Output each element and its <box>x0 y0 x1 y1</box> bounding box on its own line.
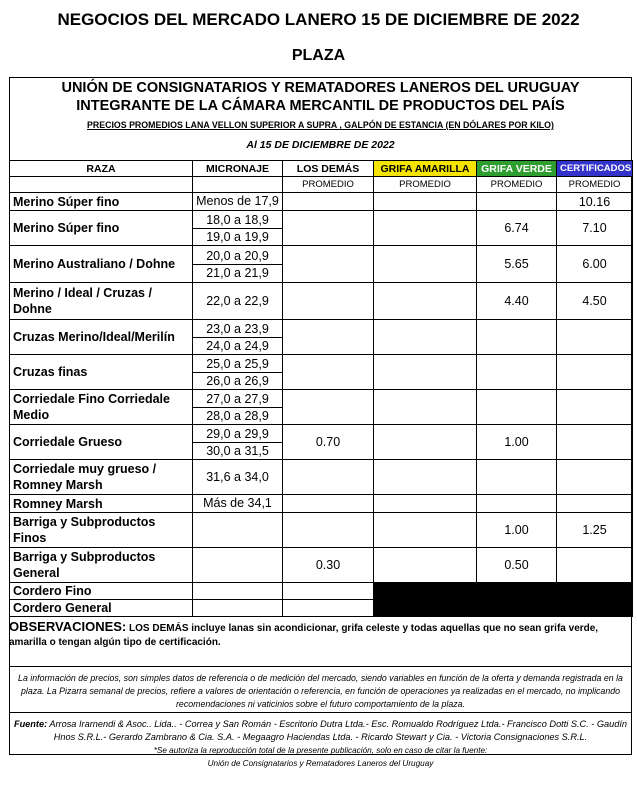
report-title: NEGOCIOS DEL MERCADO LANERO 15 DE DICIEMBRE DE 2022 <box>57 10 580 29</box>
cell-grifa-verde <box>477 390 557 425</box>
cell-certificados: 10.16 <box>557 193 633 211</box>
table-row <box>10 390 633 425</box>
cell-raza: Cruzas Merino/Ideal/Merilín <box>10 320 193 355</box>
table-row <box>10 583 633 600</box>
cell-raza: Merino / Ideal / Cruzas / Dohne <box>10 283 193 320</box>
micronaje-range: 22,0 a 22,9 <box>206 294 269 308</box>
cell-raza: Corriedale Fino Corriedale Medio <box>10 390 193 425</box>
reproduction-source: Unión de Consignatarios y Rematadores Laneros del Uruguay <box>207 759 434 768</box>
subheader-promedio: PROMEDIO <box>283 177 374 193</box>
cell-micronaje <box>193 600 283 617</box>
cell-grifa-amarilla <box>374 283 477 320</box>
micronaje-range <box>193 513 282 547</box>
reproduction-note: *Se autoriza la reproducción total de la presente publicación, solo en caso de citar la fuente: <box>153 746 488 755</box>
cell-grifa-amarilla <box>374 390 477 425</box>
cell-micronaje <box>193 425 283 460</box>
micronaje-range: 23,0 a 23,9 <box>193 321 282 338</box>
micronaje-range: Menos de 17,9 <box>196 194 279 208</box>
cell-los-demas <box>283 390 374 425</box>
cell-los-demas <box>283 283 374 320</box>
cell-grifa-verde: 1.00 <box>477 425 557 460</box>
report-subtitle: PLAZA <box>291 47 346 64</box>
cell-grifa-amarilla <box>374 320 477 355</box>
org-name: UNIÓN DE CONSIGNATARIOS Y REMATADORES LANEROS DEL URUGUAY <box>61 80 580 96</box>
cell-grifa-verde <box>477 495 557 513</box>
cell-micronaje <box>193 548 283 583</box>
price-description: PRECIOS PROMEDIOS LANA VELLON SUPERIOR A SUPRA , GALPÓN DE ESTANCIA (EN DÓLARES POR KILO) <box>87 120 554 130</box>
cell-los-demas <box>283 583 374 600</box>
cell-micronaje <box>193 513 283 548</box>
table-row <box>10 355 633 390</box>
cell-certificados <box>557 583 633 600</box>
cell-grifa-amarilla <box>374 246 477 283</box>
micronaje-range: 18,0 a 18,9 <box>193 212 282 229</box>
micronaje-range: 31,6 a 34,0 <box>206 470 269 484</box>
cell-raza: Merino Súper fino <box>10 193 193 211</box>
cell-raza: Romney Marsh <box>10 495 193 513</box>
cell-raza: Merino Súper fino <box>10 211 193 246</box>
micronaje-range: 29,0 a 29,9 <box>193 426 282 443</box>
cell-micronaje <box>193 283 283 320</box>
micronaje-range: 26,0 a 26,9 <box>206 373 269 388</box>
cell-micronaje <box>193 246 283 283</box>
micronaje-range: 25,0 a 25,9 <box>193 356 282 373</box>
cell-los-demas <box>283 211 374 246</box>
micronaje-range: 27,0 a 27,9 <box>193 391 282 408</box>
sources-text: Arrosa Irarnendi & Asoc.. Lida.. - Correa y San Román - Escritorio Dutra Ltda.- Esc. Romualdo Rodríguez Ltda.- Francisco Dotti S.C. - Gaudín Hnos S.R.L.- Gerardo Zambrano & Cia. S.A. - Megaagro Haciendas Ltda. - Ricardo Stewart y Cia. - Victoria Consignaciones S.R.L. <box>49 719 628 742</box>
disclaimer-text: La información de precios, son simples datos de referencia o de medición del mercado, siendo variables en función de la oferta y demanda registrada en la plaza. La Pizarra semanal de precios, refiere a valores de orientación o referencia, en función de operaciones ya realizadas en el mercado, no implicando recomendaciones ni vaticinios sobre el futuro comportamiento de la plaza. <box>9 666 632 711</box>
cell-grifa-verde <box>477 320 557 355</box>
cell-los-demas <box>283 246 374 283</box>
sources <box>9 712 632 770</box>
cell-certificados: 6.00 <box>557 246 633 283</box>
org-affiliation: INTEGRANTE DE LA CÁMARA MERCANTIL DE PRODUCTOS DEL PAÍS <box>76 98 565 114</box>
cell-grifa-verde: 6.74 <box>477 211 557 246</box>
cell-raza: Cruzas finas <box>10 355 193 390</box>
subheader-empty <box>193 177 283 193</box>
cell-los-demas <box>283 355 374 390</box>
cell-micronaje <box>193 320 283 355</box>
sources-label: Fuente: <box>13 719 48 729</box>
cell-micronaje <box>193 583 283 600</box>
cell-grifa-amarilla <box>374 193 477 211</box>
cell-certificados <box>557 390 633 425</box>
cell-los-demas: 0.30 <box>283 548 374 583</box>
table-row <box>10 513 633 548</box>
micronaje-range <box>193 548 282 582</box>
cell-grifa-verde <box>477 600 557 617</box>
cell-certificados <box>557 495 633 513</box>
cell-certificados: 7.10 <box>557 211 633 246</box>
micronaje-range: 28,0 a 28,9 <box>206 408 269 423</box>
cell-grifa-amarilla <box>374 425 477 460</box>
cell-los-demas <box>283 513 374 548</box>
table-row <box>10 320 633 355</box>
cell-los-demas: 0.70 <box>283 425 374 460</box>
table-row <box>10 460 633 495</box>
table-row <box>10 495 633 513</box>
cell-micronaje <box>193 390 283 425</box>
cell-raza: Corriedale muy grueso / Romney Marsh <box>10 460 193 495</box>
cell-certificados <box>557 425 633 460</box>
micronaje-range: 30,0 a 31,5 <box>206 443 269 458</box>
header-raza: RAZA <box>10 161 193 177</box>
header-micronaje: MICRONAJE <box>193 161 283 177</box>
table-row <box>10 246 633 283</box>
cell-grifa-amarilla <box>374 460 477 495</box>
price-table <box>9 160 633 617</box>
cell-micronaje <box>193 211 283 246</box>
micronaje-range: 20,0 a 20,9 <box>193 248 282 265</box>
table-row <box>10 211 633 246</box>
table-row <box>10 600 633 617</box>
cell-grifa-amarilla <box>374 355 477 390</box>
cell-certificados <box>557 320 633 355</box>
cell-certificados <box>557 460 633 495</box>
micronaje-range <box>193 600 282 616</box>
cell-certificados: 1.25 <box>557 513 633 548</box>
observations-label: OBSERVACIONES: <box>9 619 127 634</box>
cell-raza: Cordero General <box>10 600 193 617</box>
cell-grifa-verde <box>477 193 557 211</box>
cell-grifa-verde <box>477 355 557 390</box>
cell-grifa-amarilla <box>374 548 477 583</box>
micronaje-range: 21,0 a 21,9 <box>206 265 269 280</box>
cell-grifa-verde: 0.50 <box>477 548 557 583</box>
cell-los-demas <box>283 600 374 617</box>
table-row <box>10 193 633 211</box>
table-header-row <box>10 161 633 177</box>
micronaje-range: 19,0 a 19,9 <box>206 229 269 244</box>
micronaje-range: 24,0 a 24,9 <box>206 338 269 353</box>
micronaje-range: Más de 34,1 <box>203 496 272 510</box>
cell-grifa-verde <box>477 460 557 495</box>
cell-raza: Cordero Fino <box>10 583 193 600</box>
cell-los-demas <box>283 320 374 355</box>
cell-los-demas <box>283 495 374 513</box>
subheader-promedio: PROMEDIO <box>477 177 557 193</box>
table-row <box>10 283 633 320</box>
cell-raza: Merino Australiano / Dohne <box>10 246 193 283</box>
micronaje-range <box>193 584 282 599</box>
report-date: Al 15 DE DICIEMBRE DE 2022 <box>246 139 395 151</box>
cell-grifa-verde: 1.00 <box>477 513 557 548</box>
cell-grifa-verde <box>477 583 557 600</box>
subheader-promedio: PROMEDIO <box>374 177 477 193</box>
cell-micronaje <box>193 355 283 390</box>
cell-grifa-amarilla <box>374 211 477 246</box>
cell-raza: Barriga y Subproductos General <box>10 548 193 583</box>
cell-micronaje <box>193 495 283 513</box>
cell-certificados <box>557 600 633 617</box>
cell-raza: Barriga y Subproductos Finos <box>10 513 193 548</box>
cell-grifa-amarilla <box>374 513 477 548</box>
cell-micronaje <box>193 460 283 495</box>
cell-certificados <box>557 548 633 583</box>
header-certificados: CERTIFICADOS <box>557 161 633 177</box>
cell-grifa-amarilla <box>374 583 477 600</box>
cell-grifa-amarilla <box>374 495 477 513</box>
observations <box>9 620 624 650</box>
cell-micronaje <box>193 193 283 211</box>
header-los-demas: LOS DEMÁS <box>283 161 374 177</box>
table-row <box>10 548 633 583</box>
cell-grifa-verde: 5.65 <box>477 246 557 283</box>
cell-los-demas <box>283 460 374 495</box>
cell-raza: Corriedale Grueso <box>10 425 193 460</box>
header-grifa-verde: GRIFA VERDE <box>477 161 557 177</box>
observations-text: LOS DEMÁS incluye lanas sin acondicionar, grifa celeste y todas aquellas que no sean grifa verde, amarilla o tengan algún tipo de certificación. <box>9 623 599 648</box>
table-row <box>10 425 633 460</box>
cell-los-demas <box>283 193 374 211</box>
table-subheader-row <box>10 177 633 193</box>
cell-grifa-verde: 4.40 <box>477 283 557 320</box>
header-grifa-amarilla: GRIFA AMARILLA <box>374 161 477 177</box>
cell-grifa-amarilla <box>374 600 477 617</box>
cell-certificados: 4.50 <box>557 283 633 320</box>
subheader-promedio: PROMEDIO <box>557 177 633 193</box>
cell-certificados <box>557 355 633 390</box>
subheader-empty <box>10 177 193 193</box>
